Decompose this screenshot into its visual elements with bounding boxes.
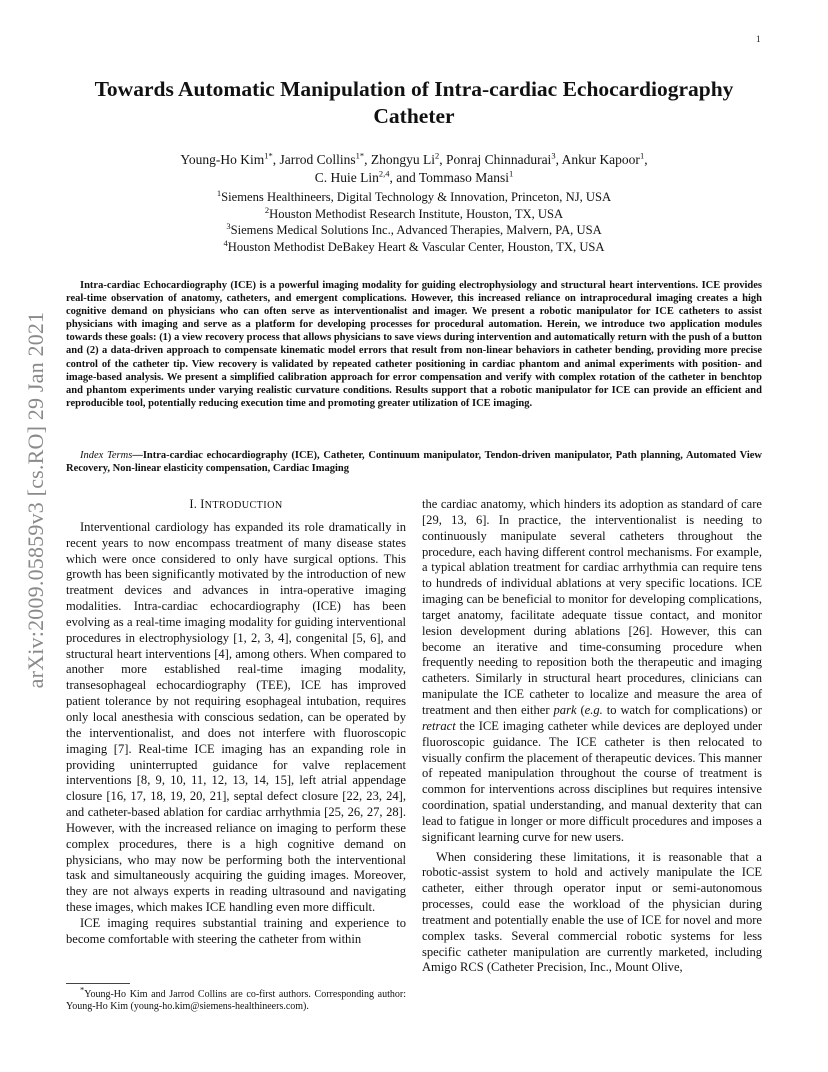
affiliation-number: 2 [264,204,270,215]
body-text: to watch for complications) or [602,702,762,717]
body-paragraph [422,497,762,846]
section-initial: I [200,497,205,511]
affiliation-number: 3 [226,220,231,231]
author-name: , and Tommaso Mansi [389,169,510,185]
section-title-rest: NTRODUCTION [204,500,283,511]
body-text: the ICE imaging catheter while devices are deployed under fluoroscopic guidance. The ICE catheter is then relocated to visually confirm the placement of therapeutic devices. This manner of repeated manipulation throughout the course of treatment is common for interventions across disciplines but requires intensive coordination, spatial understanding, and manual dexterity that can lead to fatigue in longer or more difficult procedures and imposes a significant learning curve for new users. [422,718,762,844]
arxiv-side-stamp [0,0,60,1072]
footnote-mark: * [80,984,85,995]
author-affiliation-mark: 1* [355,150,365,161]
affiliation-number: 4 [223,237,228,248]
affiliation-line [100,222,728,239]
emphasis-retract: retract [422,718,456,733]
affiliation-text: Houston Methodist Research Institute, Houston, TX, USA [269,206,564,221]
author-affiliation-mark: 1* [264,150,273,161]
body-paragraph: When considering these limitations, it is reasonable that a robotic-assist system to hold and actively manipulate the ICE catheter, either through operator input or semi-autonomous processes, could ease the workload of the physician during treatment and potentially enable the use of ICE for novel and more complex tasks. Several commercial robotic systems for less specific catheter manipulation are currently marketed, including Amigo RCS (Catheter Precision, Inc., Mount Olive, [422,849,762,975]
footnote [66,984,406,1014]
author-name: , Jarrod Collins [272,152,356,167]
author-list [100,151,728,186]
arxiv-identifier: arXiv:2009.05859v3 [cs.RO] 29 Jan 2021 [23,311,48,689]
affiliation-number: 1 [216,187,222,198]
section-numeral: I. [189,497,201,511]
index-terms-text: —Intra-cardiac echocardiography (ICE), Catheter, Continuum manipulator, Tendon-driven manipulator, Path planning, Automated View Recovery, Non-linear elasticity compensation, Cardiac Imaging [66,450,762,475]
author-affiliation-mark: 3 [551,150,556,161]
footnote-rule [66,983,130,984]
left-column [66,497,406,948]
page-number: 1 [756,34,761,44]
footnote-text: Young-Ho Kim and Jarrod Collins are co-first authors. Corresponding author: Young-Ho Kim (young-ho.kim@siemens-healthineers.com). [66,989,406,1013]
body-text: ( [576,702,585,717]
author-name: , Zhongyu Li [364,152,435,167]
body-paragraph: ICE imaging requires substantial training and experience to become comfortable with steering the catheter from within [66,915,406,946]
affiliation-line [100,239,728,256]
affiliation-line [100,189,728,206]
author-name: C. Huie Lin [314,169,379,185]
right-column [422,497,762,976]
emphasis-eg: e.g. [584,702,603,717]
paper-title: Towards Automatic Manipulation of Intra-cardiac Echocardiography Catheter [94,77,734,128]
affiliation-text: Siemens Healthineers, Digital Technology & Innovation, Princeton, NJ, USA [221,190,612,204]
section-heading [66,497,406,514]
body-text: the cardiac anatomy, which hinders its adoption as standard of care [29, 13, 6]. In practice, the interventionalist is needing to continuously manipulate several catheters throughout the procedure, each having different control mechanisms. For example, a typical ablation treatment for cardiac arrhythmia can require tens to hundreds of individual ablations at very specific locations. ICE imaging can be beneficial to monitor for developing complications, target anatomy, facilitate adequate tissue contact, and monitor lesion development during ablations [26]. However, this can become an iterative and time-consuming procedure when frequently needing to reposition both the therapeutic and imaging catheters. Similarly in structural heart procedures, clinicians can manipulate the ICE catheter to localize and measure the area of treatment and then either [422,497,762,717]
author-affiliation-mark: 1 [639,150,645,161]
author-affiliation-mark: 1 [509,168,514,178]
author-separator: , [644,152,648,167]
index-terms [66,449,762,475]
author-affiliation-mark: 2 [434,150,440,161]
affiliation-text: Siemens Medical Solutions Inc., Advanced Therapies, Malvern, PA, USA [230,223,602,237]
index-terms-label: Index Terms [80,450,133,461]
affiliation-list [100,189,728,255]
affiliation-text: Houston Methodist DeBakey Heart & Vascular Center, Houston, TX, USA [227,239,605,254]
author-name: , Ponraj Chinnadurai [439,152,552,167]
author-affiliation-mark: 2,4 [378,168,390,178]
author-name: , Ankur Kapoor [555,152,640,167]
author-name: Young-Ho Kim [180,152,265,167]
emphasis-park: park [553,702,577,717]
abstract: Intra-cardiac Echocardiography (ICE) is a powerful imaging modality for guiding electrophysiology and structural heart interventions. ICE provides real-time observation of anatomy, catheters, and emergent complications. However, this increased reliance on intraprocedural imaging creates a high cognitive demand on physicians who can often serve as interventionalist and imager. We present a robotic manipulator for ICE catheters to assist physicians with imaging and serve as a platform for developing processes for procedural automation. Herein, we introduce two application modules towards these goals: (1) a view recovery process that allows physicians to save views during intervention and automatically return with the push of a button and (2) a data-driven approach to compensate kinematic model errors that result from non-linear behaviors in catheter bending, providing more precise control of the catheter tip. View recovery is validated by repeated catheter positioning in cardiac phantom and animal experiments with position- and image-based analysis. We present a simplified calibration approach for error compensation and verify with complex rotation of the catheter in benchtop and phantom experiments under varying realistic curvature conditions. Results support that a robotic manipulator for ICE can provide an efficient and reproducible tool, potentially reducing execution time and promoting greater utilization of ICE imaging. [66,280,762,409]
affiliation-line [100,206,728,223]
body-paragraph: Interventional cardiology has expanded its role dramatically in recent years to now encompass treatment of many disease states which were once considered to only have surgical options. This growth has been significantly motivated by the introduction of new treatment devices and advances in intra-operative imaging modalities. Intra-cardiac echocardiography (ICE) has been evolving as a real-time imaging modality for guiding interventional procedures in electrophysiology [1, 2, 3, 4], congenital [5, 6], and structural heart interventions [4], among others. When compared to another more established real-time imaging modality, transesophageal echocardiography (TEE), ICE has improved patient tolerance by not requiring esophageal intubation, requires only local anesthesia with conscious sedation, can be operated by the interventionalist, and does not interfere with fluoroscopic imaging [7]. Real-time ICE imaging has an expanding role in providing uninterrupted guidance for valve replacement interventions [8, 9, 10, 11, 12, 13, 14, 15], left atrial appendage closure [16, 17, 18, 19, 20, 21], septal defect closure [22, 23, 24], and catheter-based ablation for cardiac arrhythmia [25, 26, 27, 28]. However, with the increased reliance on imaging to perform these complex procedures, there is a high cognitive demand on physicians, who may now be performing both the interventional task and simultaneously acquiring the guiding images. Moreover, they are not always experts in reading ultrasound and navigating these images, which makes ICE handling even more difficult. [66,519,406,915]
